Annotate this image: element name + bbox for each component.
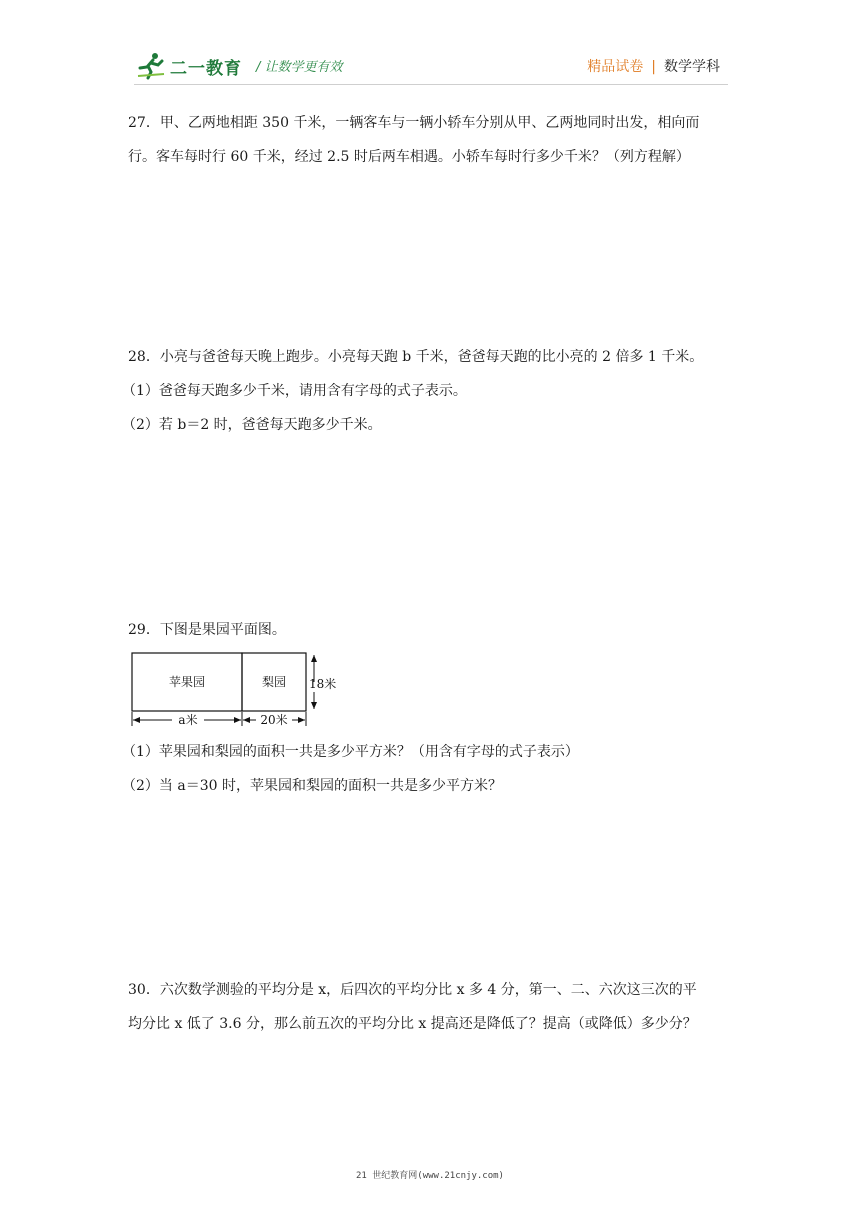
question-28-part-1: （1）爸爸每天跑多少千米，请用含有字母的式子表示。 <box>122 383 467 399</box>
orchard-plan-diagram <box>128 650 348 730</box>
tag-subject: 数学学科 <box>664 59 720 75</box>
question-29-parts <box>122 742 732 796</box>
question-28-part-2: （2）若 b＝2 时，爸爸每天跑多少千米。 <box>122 417 382 433</box>
apple-orchard-label: 苹果园 <box>168 675 206 689</box>
question-29 <box>128 620 732 640</box>
question-27-line-1: 27．甲、乙两地相距 350 千米，一辆客车与一辆小轿车分别从甲、乙两地同时出发，相向而 <box>128 115 700 131</box>
question-30 <box>128 980 732 1034</box>
question-28 <box>122 347 732 435</box>
runner-logo-icon <box>136 50 166 80</box>
brand-name: 二一教育 <box>170 59 242 79</box>
question-27 <box>128 113 732 167</box>
question-30-line-2: 均分比 x 低了 3.6 分，那么前五次的平均分比 x 提高还是降低了？提高（或降低）多少分？ <box>128 1016 697 1032</box>
width-b-label: 20米 <box>260 713 288 727</box>
page-header <box>0 0 860 90</box>
question-27-line-2: 行。客车每时行 60 千米，经过 2.5 时后两车相遇。小轿车每时行多少千米？（列方程解） <box>128 149 690 165</box>
question-29-part-1: （1）苹果园和梨园的面积一共是多少平方米？（用含有字母的式子表示） <box>122 744 579 760</box>
orchard-plan-svg <box>128 650 348 730</box>
brand-slogan: / 让数学更有效 <box>256 60 343 75</box>
pear-orchard-label: 梨园 <box>261 675 287 689</box>
height-label: 18米 <box>309 677 337 691</box>
tag-separator: | <box>651 59 656 75</box>
page-footer: 21 世纪教育网(www.21cnjy.com) <box>356 1171 504 1181</box>
question-29-stem: 29．下图是果园平面图。 <box>128 622 286 638</box>
tag-premium: 精品试卷 <box>587 59 644 75</box>
width-a-label: a米 <box>178 713 198 727</box>
question-28-stem: 28．小亮与爸爸每天晚上跑步。小亮每天跑 b 千米，爸爸每天跑的比小亮的 2 倍多 1 千米。 <box>128 349 704 365</box>
header-tags <box>587 56 720 76</box>
question-29-part-2: （2）当 a＝30 时，苹果园和梨园的面积一共是多少平方米？ <box>122 778 502 794</box>
header-divider <box>134 84 728 85</box>
question-30-line-1: 30．六次数学测验的平均分是 x，后四次的平均分比 x 多 4 分，第一、二、六次这三次的平 <box>128 982 697 998</box>
